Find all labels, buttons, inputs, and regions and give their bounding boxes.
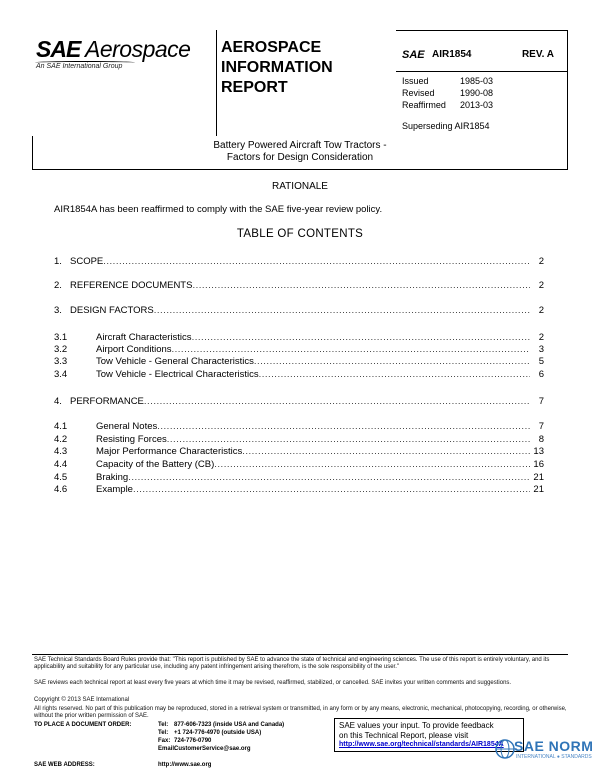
- toc-page: 13: [533, 446, 544, 457]
- toc-page: 21: [533, 484, 544, 495]
- toc-leader: [242, 446, 530, 458]
- contact-key: Fax:: [158, 738, 171, 744]
- feedback-line-2: on this Technical Report, please visit: [339, 730, 469, 740]
- toc-page: 2: [538, 305, 544, 316]
- toc-leader: [133, 484, 530, 496]
- doc-revision: REV. A: [521, 49, 554, 60]
- sae-norm-watermark: [494, 738, 594, 770]
- toc-number: 4.: [54, 396, 62, 407]
- toc-title: Tow Vehicle - Electrical Characteristics: [96, 369, 259, 380]
- contact-row: [34, 721, 334, 729]
- toc-page: 21: [533, 472, 544, 483]
- contact-row: [34, 745, 334, 753]
- toc-title: Resisting Forces: [96, 434, 167, 445]
- toc-page: 2: [538, 280, 544, 291]
- toc-entry[interactable]: [54, 421, 544, 433]
- date-row-reaffirmed: [402, 99, 493, 111]
- toc-entry[interactable]: [54, 332, 544, 344]
- contact-key: Tel:: [158, 730, 169, 736]
- toc-leader: [128, 472, 530, 484]
- watermark-text: SAE NORM: [514, 738, 594, 754]
- toc-number: 1.: [54, 256, 62, 267]
- title-line-3: REPORT: [221, 79, 288, 96]
- rationale-text: AIR1854A has been reaffirmed to comply with the SAE five-year review policy.: [54, 204, 383, 215]
- subject-line-2: Factors for Design Consideration: [226, 152, 374, 163]
- toc-number: 3.1: [54, 332, 68, 343]
- date-label: Reaffirmed: [402, 100, 446, 110]
- toc-title: Tow Vehicle - General Characteristics: [96, 356, 254, 367]
- toc-leader: [172, 344, 530, 356]
- toc-page: 3: [538, 344, 544, 355]
- footer-divider: [32, 654, 568, 655]
- toc-number: 4.1: [54, 421, 68, 432]
- toc-entry[interactable]: [54, 446, 544, 458]
- watermark-subtext: INTERNATIONAL ● STANDARDS: [516, 754, 592, 760]
- toc-title: DESIGN FACTORS: [70, 305, 154, 316]
- toc-entry[interactable]: [54, 396, 544, 408]
- title-line-2: INFORMATION: [221, 59, 333, 76]
- date-value: 1985-03: [460, 76, 494, 86]
- contact-value: 877-606-7323 (inside USA and Canada): [174, 722, 285, 728]
- web-address-link[interactable]: http://www.sae.org: [158, 762, 212, 768]
- contact-row: [34, 737, 334, 745]
- toc-title: Airport Conditions: [96, 344, 172, 355]
- toc-entry[interactable]: [54, 344, 544, 356]
- date-value: 1990-08: [460, 88, 494, 98]
- toc-number: 4.3: [54, 446, 68, 457]
- toc-title: Example: [96, 484, 133, 495]
- toc-leader: [103, 256, 530, 268]
- toc-title: Aircraft Characteristics: [96, 332, 192, 343]
- contact-value: 724-776-0790: [174, 738, 212, 744]
- footer-rights-text: All rights reserved. No part of this publication may be reproduced, stored in a retrieval system or transmitted, in any form or by any means, electronic, mechanical, photocopying, recording, or otherwise, without the prior written permission of SAE.: [34, 706, 567, 720]
- footer-rules-text: SAE Technical Standards Board Rules provide that: "This report is published by SAE to advance the state of technical and engineering sciences. The use of this report is entirely voluntary, and its applicability and suitability for any particular use, including any patent infringement arising therefrom, is the sole responsibility of the user.": [34, 657, 550, 671]
- toc-number: 3.2: [54, 344, 68, 355]
- rationale-heading: RATIONALE: [272, 181, 328, 192]
- toc-leader: [192, 280, 530, 292]
- date-row-revised: [402, 87, 493, 99]
- doc-dates: [402, 75, 493, 111]
- logo-name: Aerospace: [85, 36, 191, 62]
- toc-page: 5: [538, 356, 544, 367]
- toc-page: 6: [538, 369, 544, 380]
- toc-page: 8: [538, 434, 544, 445]
- toc-number: 4.2: [54, 434, 68, 445]
- web-label: SAE WEB ADDRESS:: [34, 762, 95, 768]
- toc-title: Braking: [96, 472, 129, 483]
- date-value: 2013-03: [460, 100, 494, 110]
- toc-leader: [144, 396, 530, 408]
- toc-number: 4.5: [54, 472, 68, 483]
- toc-number: 3.: [54, 305, 62, 316]
- toc-page: 7: [538, 421, 544, 432]
- toc-page: 7: [538, 396, 544, 407]
- toc-title: General Notes: [96, 421, 158, 432]
- toc-entry[interactable]: [54, 484, 544, 496]
- toc-leader: [157, 421, 530, 433]
- toc-title: SCOPE: [70, 256, 104, 267]
- toc-leader: [214, 459, 530, 471]
- report-type-box: [216, 30, 397, 136]
- toc-page: 2: [538, 332, 544, 343]
- toc-leader: [154, 305, 530, 317]
- footer-copyright: Copyright © 2013 SAE International: [34, 697, 130, 703]
- date-label: Issued: [402, 76, 429, 86]
- subject-line-1: Battery Powered Aircraft Tow Tractors -: [213, 140, 387, 151]
- toc-number: 2.: [54, 280, 62, 291]
- superseding-note: Superseding AIR1854: [402, 121, 490, 131]
- toc-leader: [192, 332, 530, 344]
- toc-title: Capacity of the Battery (CB): [96, 459, 215, 470]
- feedback-line-1: SAE values your input. To provide feedback: [339, 721, 494, 730]
- toc-entry[interactable]: [54, 459, 544, 471]
- toc-leader: [254, 356, 530, 368]
- document-header: [32, 30, 568, 170]
- toc-leader: [167, 434, 530, 446]
- toc-entry[interactable]: [54, 472, 544, 484]
- document-meta-box: [396, 30, 568, 136]
- toc-entry[interactable]: [54, 305, 544, 317]
- toc-entry[interactable]: [54, 356, 544, 368]
- toc-title: Major Performance Characteristics: [96, 446, 243, 457]
- contact-key: Email:: [158, 746, 177, 752]
- order-label: TO PLACE A DOCUMENT ORDER:: [34, 722, 132, 728]
- toc-number: 4.6: [54, 484, 68, 495]
- toc-number: 3.4: [54, 369, 68, 380]
- footer-review-text: SAE reviews each technical report at least every five years at which time it may be revised, reaffirmed, stabilized, or cancelled. SAE invites your written comments and suggestions.: [34, 680, 512, 686]
- toc-page: 2: [538, 256, 544, 267]
- contact-value: +1 724-776-4970 (outside USA): [174, 730, 262, 736]
- toc-number: 4.4: [54, 459, 68, 470]
- doc-brand: SAE: [402, 49, 425, 61]
- sae-aerospace-logo: [32, 30, 216, 136]
- web-address-row: [34, 762, 211, 768]
- toc-heading: TABLE OF CONTENTS: [236, 228, 364, 240]
- doc-id-row: [396, 31, 568, 72]
- toc-entry[interactable]: [54, 280, 544, 292]
- toc-page: 16: [533, 459, 544, 470]
- toc-title: REFERENCE DOCUMENTS: [70, 280, 193, 291]
- toc-leader: [259, 369, 530, 381]
- date-row-issued: [402, 75, 493, 87]
- toc-entry[interactable]: [54, 434, 544, 446]
- feedback-link[interactable]: http://www.sae.org/technical/standards/AIR1854A: [339, 741, 504, 748]
- contact-email[interactable]: CustomerService@sae.org: [174, 746, 251, 752]
- logo-brand: SAE: [36, 36, 81, 62]
- date-label: Revised: [402, 88, 435, 98]
- toc-entry[interactable]: [54, 256, 544, 268]
- document-subject: [32, 136, 568, 170]
- globe-icon: [494, 738, 516, 760]
- contact-key: Tel:: [158, 722, 169, 728]
- logo-tagline: An SAE International Group: [36, 63, 123, 70]
- toc-number: 3.3: [54, 356, 68, 367]
- contact-row: [34, 729, 334, 737]
- toc-entry[interactable]: [54, 369, 544, 381]
- title-line-1: AEROSPACE: [221, 39, 322, 56]
- toc-title: PERFORMANCE: [70, 396, 144, 407]
- doc-number: AIR1854: [432, 49, 472, 60]
- order-contacts: [34, 721, 334, 753]
